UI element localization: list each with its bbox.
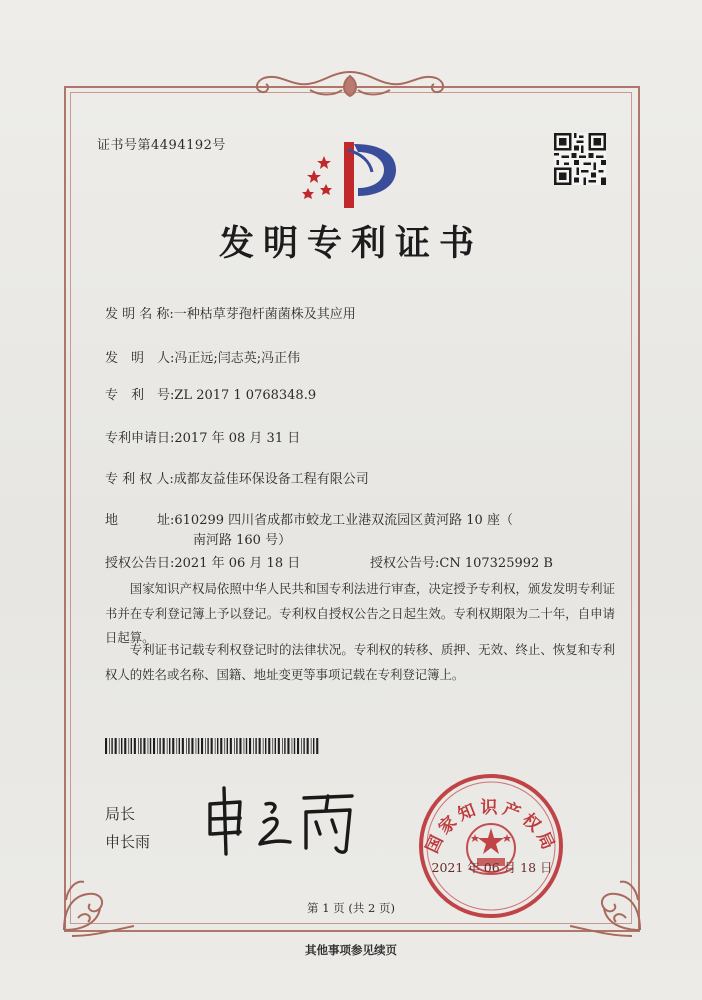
patent-number-label: 专 利 号: (105, 388, 175, 403)
invention-name-field (105, 303, 356, 322)
patent-number-field (105, 384, 316, 403)
barcode-icon (105, 738, 321, 754)
inventors-value: 冯正远;闫志英;冯正伟 (174, 351, 301, 366)
grant-date-field (105, 552, 300, 571)
certificate-number: 证书号第4494192号 (97, 138, 226, 153)
signature-icon (200, 782, 365, 857)
footer-note: 其他事项参见续页 (305, 943, 397, 957)
statement-paragraph-2: 专利证书记载专利权登记时的法律状况。专利权的转移、质押、无效、终止、恢复和专利权人的姓名或名称、国籍、地址变更等事项记载在专利登记簿上。 (105, 642, 615, 682)
inventors-label: 发 明 人: (105, 351, 175, 366)
application-date-label: 专利申请日: (105, 431, 175, 446)
top-ornament-icon (250, 68, 450, 102)
director-title: 局长 (105, 805, 136, 823)
address-label: 地 址: (105, 513, 175, 528)
grant-number-label: 授权公告号: (370, 556, 440, 571)
address-line1: 610299 四川省成都市蛟龙工业港双流园区黄河路 10 座（ (174, 513, 513, 528)
grant-date-label: 授权公告日: (105, 556, 175, 571)
cnipa-logo-icon (300, 132, 410, 212)
address-line2: 南河路 160 号） (193, 533, 292, 548)
grant-number-value: CN 107325992 B (439, 556, 553, 571)
patentee-value: 成都友益佳环保设备工程有限公司 (173, 472, 369, 487)
seal-text: 国家知识产权局 (422, 797, 560, 857)
director-name: 申长雨 (105, 833, 151, 851)
patentee-field (105, 468, 369, 487)
certificate-title: 发明专利证书 (218, 223, 483, 264)
page-number: 第 1 页 (共 2 页) (307, 901, 395, 915)
official-seal-icon (417, 772, 565, 920)
patentee-label: 专 利 权 人: (105, 472, 174, 487)
grant-date-value: 2021 年 06 月 18 日 (174, 556, 301, 571)
qr-code-icon (554, 133, 606, 185)
address-field (105, 509, 513, 528)
invention-name-label: 发 明 名 称: (105, 307, 174, 322)
application-date-value: 2017 年 08 月 31 日 (174, 431, 301, 446)
invention-name-value: 一种枯草芽孢杆菌菌株及其应用 (173, 307, 356, 322)
application-date-field (105, 427, 300, 446)
inventors-field (105, 347, 300, 366)
statement-paragraph-1: 国家知识产权局依照中华人民共和国专利法进行审查，决定授予专利权，颁发发明专利证书并在专利登记簿上予以登记。专利权自授权公告之日起生效。专利权期限为二十年，自申请日起算。 (105, 581, 615, 645)
patent-number-value: ZL 2017 1 0768348.9 (174, 388, 317, 403)
seal-date: 2021 年 06 月 18 日 (431, 860, 553, 875)
grant-number-field (370, 552, 553, 571)
